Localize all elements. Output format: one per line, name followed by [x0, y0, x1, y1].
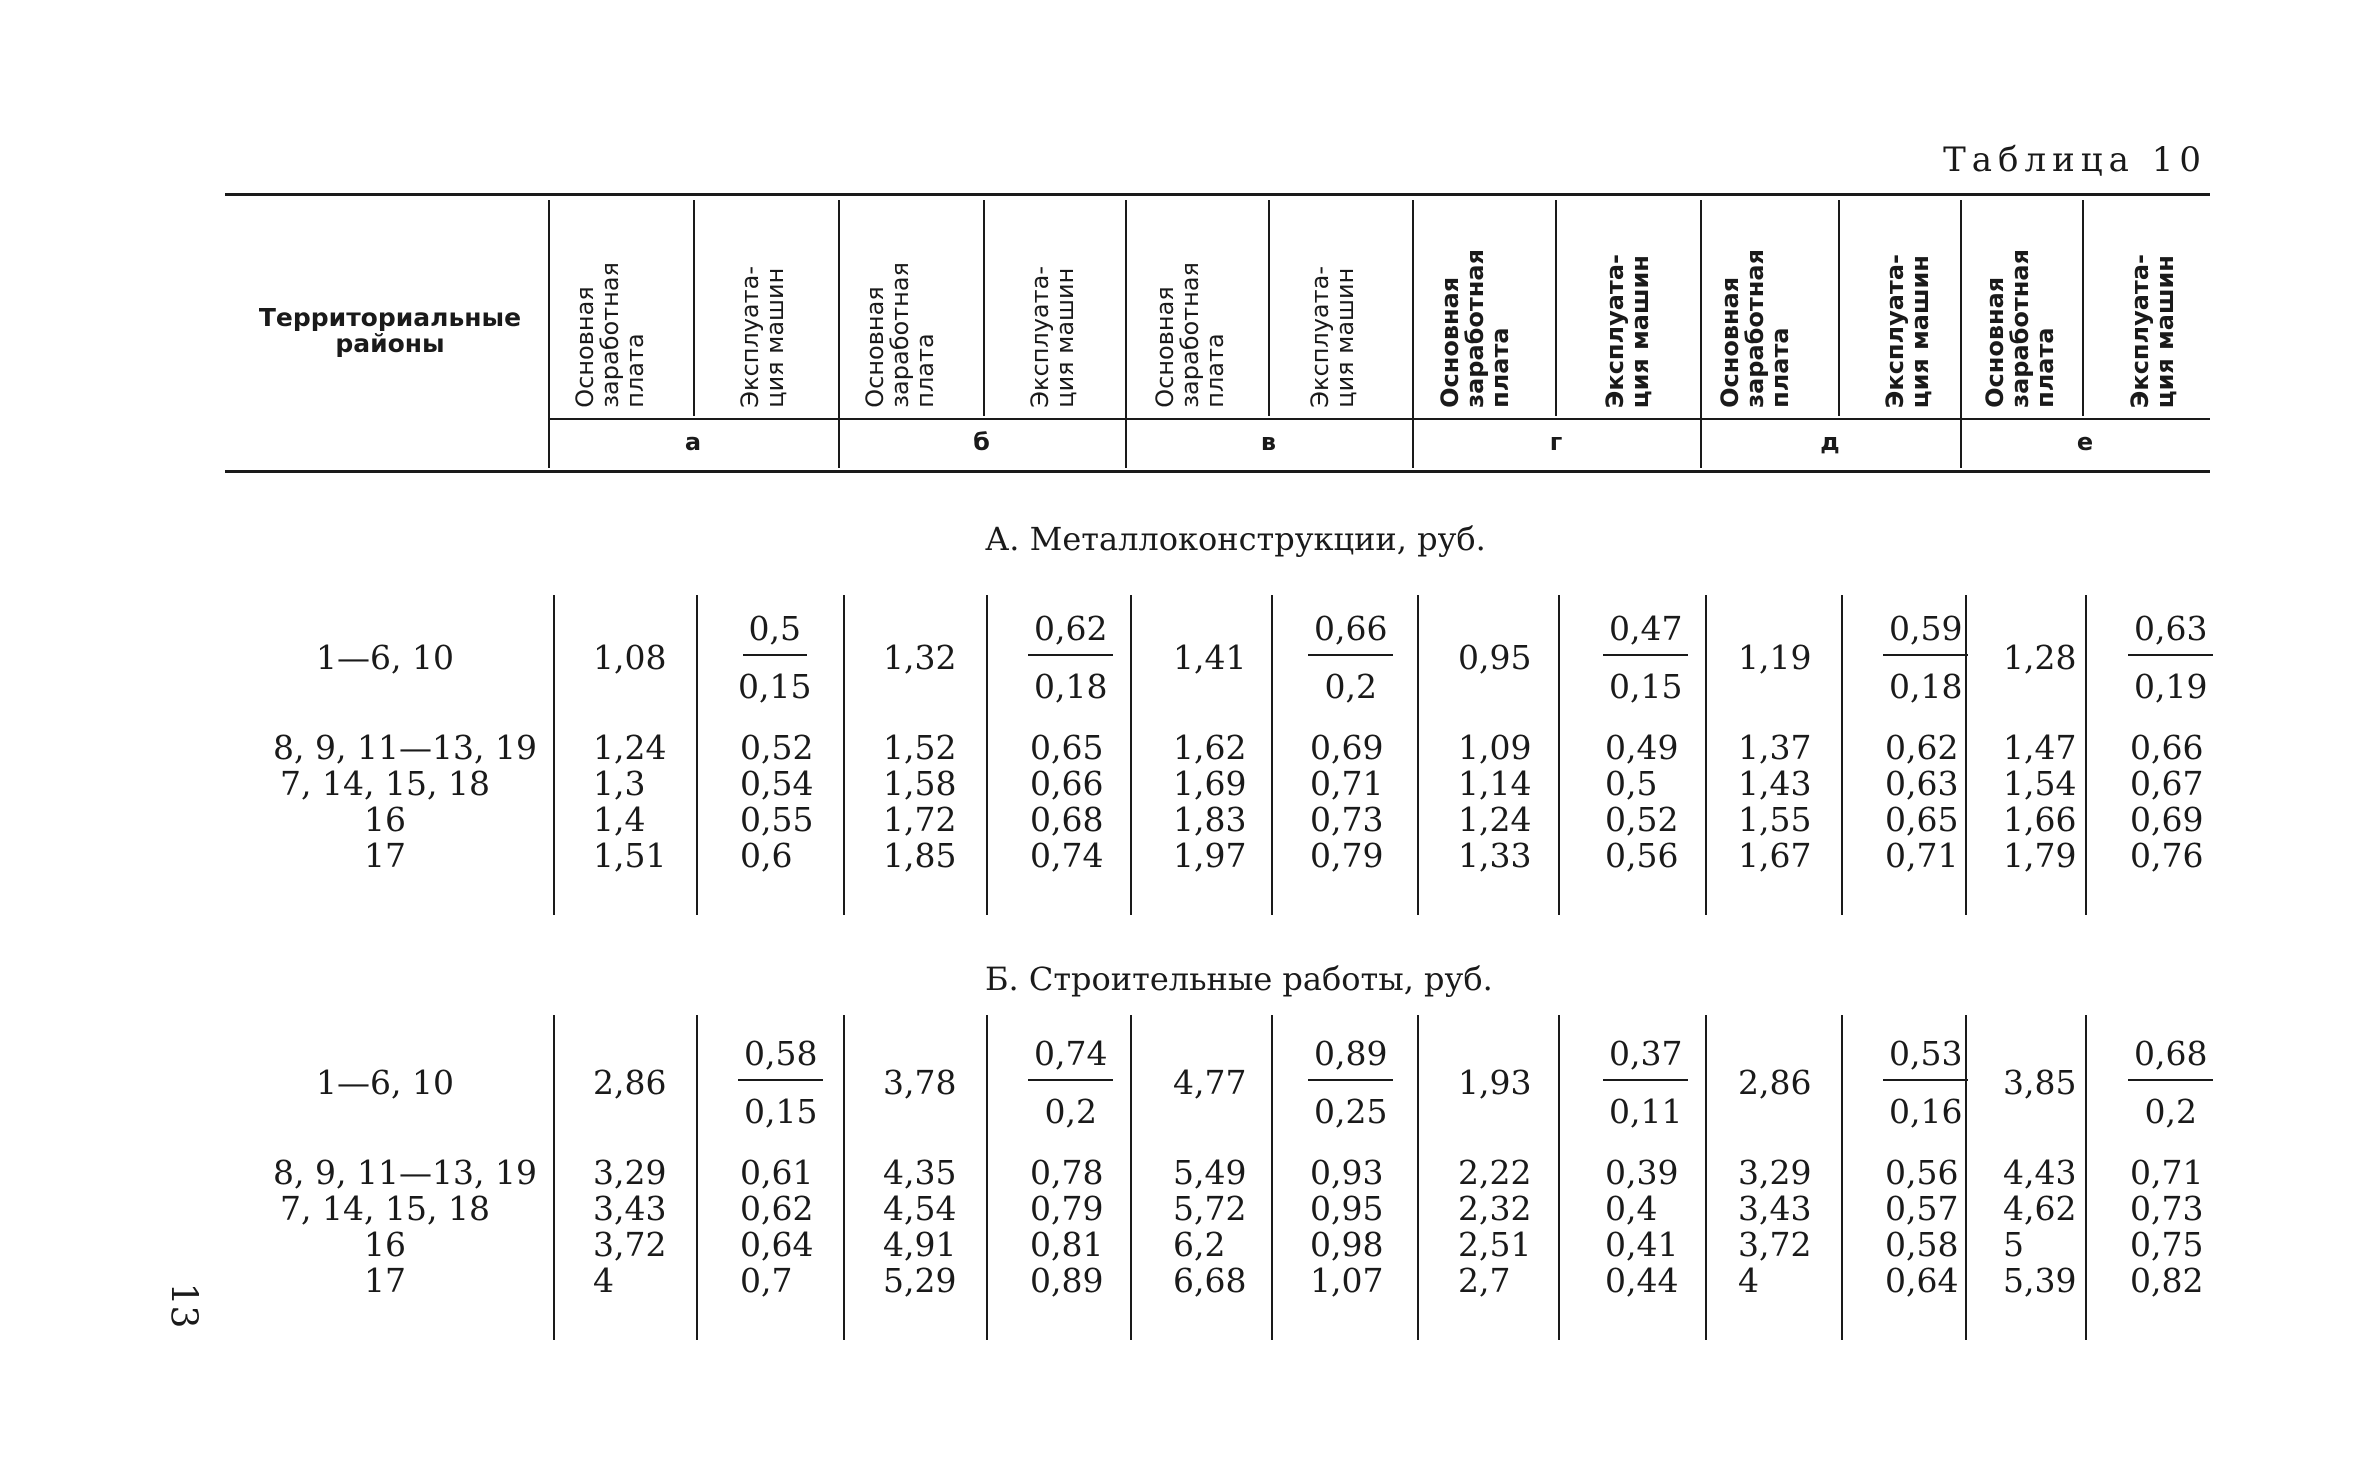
machine-operation-value: 0,65	[1030, 728, 1104, 767]
machine-operation-value: 0,79	[1310, 836, 1384, 875]
machine-operation-fraction	[738, 610, 811, 706]
body-inner-rule	[1271, 1015, 1273, 1340]
basic-wage-value: 4,43	[2003, 1153, 2077, 1192]
machine-operation-fraction	[2128, 610, 2213, 706]
basic-wage-value: 2,22	[1458, 1153, 1532, 1192]
basic-wage-value: 2,86	[593, 1063, 667, 1102]
body-inner-rule	[986, 1015, 988, 1340]
machine-operation-value: 0,71	[1885, 836, 1959, 875]
region-label: 7, 14, 15, 18	[280, 764, 490, 803]
basic-wage-value: 1,37	[1738, 728, 1812, 767]
machine-operation-value: 0,52	[740, 728, 814, 767]
machine-operation-value: 0,78	[1030, 1153, 1104, 1192]
basic-wage-value: 1,93	[1458, 1063, 1532, 1102]
basic-wage-value: 1,32	[883, 638, 957, 677]
machine-operation-value: 0,93	[1310, 1153, 1384, 1192]
machine-operation-fraction	[1028, 1035, 1113, 1131]
machine-operation-value: 0,39	[1605, 1153, 1679, 1192]
machine-operation-value: 0,79	[1030, 1189, 1104, 1228]
basic-wage-value: 1,24	[1458, 800, 1532, 839]
table-title: Таблица 10	[1943, 140, 2207, 180]
machine-operation-value: 0,73	[1310, 800, 1384, 839]
basic-wage-value: 1,41	[1173, 638, 1247, 677]
fraction-numerator: 0,58	[738, 1035, 823, 1081]
column-group-letter: е	[2076, 428, 2094, 456]
region-label: 7, 14, 15, 18	[280, 1189, 490, 1228]
body-inner-rule	[1841, 595, 1843, 915]
machine-operation-value: 0,54	[740, 764, 814, 803]
basic-wage-value: 1,85	[883, 836, 957, 875]
machine-operation-value: 0,66	[1030, 764, 1104, 803]
header-top-rule	[225, 193, 2210, 196]
basic-wage-value: 2,32	[1458, 1189, 1532, 1228]
machine-operation-value: 0,41	[1605, 1225, 1679, 1264]
column-header-basic-wage: Основная заработная плата	[1151, 262, 1229, 408]
basic-wage-value: 1,52	[883, 728, 957, 767]
fraction-numerator: 0,74	[1028, 1035, 1113, 1081]
body-inner-rule	[2085, 595, 2087, 915]
fraction-denominator: 0,15	[1609, 667, 1683, 706]
fraction-denominator: 0,2	[1044, 1092, 1097, 1131]
column-header-machine-operation: Эксплуата- ция машин	[1881, 253, 1934, 408]
machine-operation-fraction	[1028, 610, 1113, 706]
basic-wage-value: 5,29	[883, 1261, 957, 1300]
column-header-machine-operation: Эксплуата- ция машин	[1306, 266, 1359, 408]
basic-wage-value: 4,77	[1173, 1063, 1247, 1102]
basic-wage-value: 5,39	[2003, 1261, 2077, 1300]
fraction-numerator: 0,68	[2128, 1035, 2213, 1081]
body-inner-rule	[2085, 1015, 2087, 1340]
machine-operation-value: 0,73	[2130, 1189, 2204, 1228]
column-group-letter: г	[1549, 428, 1563, 456]
machine-operation-value: 0,81	[1030, 1225, 1104, 1264]
region-label: 17	[364, 836, 406, 875]
body-group-rule	[1130, 1015, 1132, 1340]
basic-wage-value: 1,09	[1458, 728, 1532, 767]
machine-operation-value: 0,89	[1030, 1261, 1104, 1300]
body-inner-rule	[696, 595, 698, 915]
basic-wage-value: 3,85	[2003, 1063, 2077, 1102]
basic-wage-value: 4,35	[883, 1153, 957, 1192]
header-inner-rule	[1838, 200, 1840, 416]
fraction-numerator: 0,37	[1603, 1035, 1688, 1081]
basic-wage-value: 2,51	[1458, 1225, 1532, 1264]
header-inner-rule	[1555, 200, 1557, 416]
basic-wage-value: 1,66	[2003, 800, 2077, 839]
machine-operation-value: 0,64	[740, 1225, 814, 1264]
territorial-regions-header: Территориальные районы	[258, 303, 522, 358]
body-group-rule	[843, 595, 845, 915]
basic-wage-value: 1,83	[1173, 800, 1247, 839]
column-header-machine-operation: Эксплуата- ция машин	[2126, 253, 2179, 408]
basic-wage-value: 1,19	[1738, 638, 1812, 677]
basic-wage-value: 1,3	[593, 764, 646, 803]
basic-wage-value: 4,91	[883, 1225, 957, 1264]
machine-operation-value: 0,55	[740, 800, 814, 839]
column-header-basic-wage: Основная заработная плата	[861, 262, 939, 408]
basic-wage-value: 1,54	[2003, 764, 2077, 803]
basic-wage-value: 5,72	[1173, 1189, 1247, 1228]
machine-operation-value: 0,95	[1310, 1189, 1384, 1228]
fraction-numerator: 0,89	[1308, 1035, 1393, 1081]
basic-wage-value: 5	[2003, 1225, 2024, 1264]
basic-wage-value: 1,97	[1173, 836, 1247, 875]
section-title: А. Металлоконструкции, руб.	[985, 520, 1486, 558]
column-header-machine-operation: Эксплуата- ция машин	[1601, 253, 1654, 408]
machine-operation-value: 0,82	[2130, 1261, 2204, 1300]
machine-operation-fraction	[1883, 610, 1968, 706]
machine-operation-value: 0,69	[2130, 800, 2204, 839]
basic-wage-value: 4	[1738, 1261, 1759, 1300]
machine-operation-value: 0,6	[740, 836, 793, 875]
basic-wage-value: 4	[593, 1261, 614, 1300]
body-group-rule	[1417, 1015, 1419, 1340]
machine-operation-value: 0,71	[2130, 1153, 2204, 1192]
basic-wage-value: 2,7	[1458, 1261, 1511, 1300]
machine-operation-value: 0,98	[1310, 1225, 1384, 1264]
fraction-numerator: 0,62	[1028, 610, 1113, 656]
machine-operation-value: 0,74	[1030, 836, 1104, 875]
body-inner-rule	[696, 1015, 698, 1340]
machine-operation-value: 0,71	[1310, 764, 1384, 803]
basic-wage-value: 1,79	[2003, 836, 2077, 875]
fraction-numerator: 0,5	[743, 610, 807, 656]
machine-operation-value: 0,65	[1885, 800, 1959, 839]
body-inner-rule	[1271, 595, 1273, 915]
basic-wage-value: 1,47	[2003, 728, 2077, 767]
basic-wage-value: 3,29	[593, 1153, 667, 1192]
page-number: 13	[162, 1282, 204, 1329]
basic-wage-value: 1,4	[593, 800, 646, 839]
header-inner-rule	[693, 200, 695, 416]
region-label: 16	[364, 800, 406, 839]
machine-operation-value: 0,61	[740, 1153, 814, 1192]
column-header-basic-wage: Основная заработная плата	[571, 262, 649, 408]
machine-operation-value: 0,5	[1605, 764, 1658, 803]
basic-wage-value: 3,29	[1738, 1153, 1812, 1192]
column-group-letter: б	[973, 428, 990, 456]
machine-operation-fraction	[1883, 1035, 1968, 1131]
basic-wage-value: 1,67	[1738, 836, 1812, 875]
machine-operation-value: 0,64	[1885, 1261, 1959, 1300]
fraction-denominator: 0,25	[1314, 1092, 1388, 1131]
column-group-letter: в	[1260, 428, 1277, 456]
section-title: Б. Строительные работы, руб.	[985, 960, 1493, 998]
fraction-numerator: 0,53	[1883, 1035, 1968, 1081]
basic-wage-value: 6,68	[1173, 1261, 1247, 1300]
body-group-rule	[1417, 595, 1419, 915]
body-inner-rule	[1558, 1015, 1560, 1340]
machine-operation-fraction	[1603, 610, 1688, 706]
header-bottom-rule	[225, 470, 2210, 473]
machine-operation-value: 0,75	[2130, 1225, 2204, 1264]
basic-wage-value: 1,24	[593, 728, 667, 767]
column-header-machine-operation: Эксплуата- ция машин	[1026, 266, 1079, 408]
machine-operation-value: 0,4	[1605, 1189, 1658, 1228]
machine-operation-value: 0,63	[1885, 764, 1959, 803]
basic-wage-value: 3,78	[883, 1063, 957, 1102]
machine-operation-value: 0,67	[2130, 764, 2204, 803]
fraction-denominator: 0,15	[744, 1092, 818, 1131]
column-header-basic-wage: Основная заработная плата	[1436, 249, 1514, 408]
region-label: 1—6, 10	[316, 1063, 454, 1102]
basic-wage-value: 3,72	[1738, 1225, 1812, 1264]
basic-wage-value: 1,55	[1738, 800, 1812, 839]
machine-operation-fraction	[738, 1035, 823, 1131]
basic-wage-value: 1,14	[1458, 764, 1532, 803]
machine-operation-value: 0,76	[2130, 836, 2204, 875]
region-label: 8, 9, 11—13, 19	[273, 728, 537, 767]
fraction-numerator: 0,66	[1308, 610, 1393, 656]
basic-wage-value: 0,95	[1458, 638, 1532, 677]
fraction-denominator: 0,2	[1324, 667, 1377, 706]
column-group-letter: а	[684, 428, 702, 456]
fraction-denominator: 0,18	[1034, 667, 1108, 706]
machine-operation-value: 0,44	[1605, 1261, 1679, 1300]
basic-wage-value: 3,43	[593, 1189, 667, 1228]
machine-operation-value: 0,68	[1030, 800, 1104, 839]
fraction-denominator: 0,11	[1609, 1092, 1683, 1131]
machine-operation-value: 0,7	[740, 1261, 793, 1300]
machine-operation-fraction	[2128, 1035, 2213, 1131]
basic-wage-value: 2,86	[1738, 1063, 1812, 1102]
machine-operation-value: 0,56	[1885, 1153, 1959, 1192]
basic-wage-value: 4,54	[883, 1189, 957, 1228]
machine-operation-fraction	[1308, 610, 1393, 706]
fraction-denominator: 0,18	[1889, 667, 1963, 706]
column-group-letter: д	[1820, 428, 1840, 456]
basic-wage-value: 1,33	[1458, 836, 1532, 875]
machine-operation-fraction	[1308, 1035, 1393, 1131]
machine-operation-value: 0,57	[1885, 1189, 1959, 1228]
column-header-machine-operation: Эксплуата- ция машин	[736, 266, 789, 408]
fraction-numerator: 0,63	[2128, 610, 2213, 656]
machine-operation-value: 0,69	[1310, 728, 1384, 767]
machine-operation-value: 0,49	[1605, 728, 1679, 767]
body-group-rule	[843, 1015, 845, 1340]
body-group-rule	[1130, 595, 1132, 915]
body-inner-rule	[986, 595, 988, 915]
header-inner-rule	[1268, 200, 1270, 416]
fraction-numerator: 0,47	[1603, 610, 1688, 656]
region-label: 8, 9, 11—13, 19	[273, 1153, 537, 1192]
fraction-denominator: 0,19	[2134, 667, 2208, 706]
fraction-denominator: 0,2	[2144, 1092, 2197, 1131]
region-label: 16	[364, 1225, 406, 1264]
region-label: 17	[364, 1261, 406, 1300]
body-group-rule	[1705, 1015, 1707, 1340]
basic-wage-value: 1,69	[1173, 764, 1247, 803]
fraction-denominator: 0,15	[738, 667, 812, 706]
header-inner-rule	[2082, 200, 2084, 416]
column-header-basic-wage: Основная заработная плата	[1981, 249, 2059, 408]
basic-wage-value: 1,28	[2003, 638, 2077, 677]
machine-operation-value: 0,66	[2130, 728, 2204, 767]
header-inner-rule	[983, 200, 985, 416]
region-label: 1—6, 10	[316, 638, 454, 677]
basic-wage-value: 1,72	[883, 800, 957, 839]
basic-wage-value: 1,43	[1738, 764, 1812, 803]
basic-wage-value: 1,58	[883, 764, 957, 803]
machine-operation-value: 0,58	[1885, 1225, 1959, 1264]
machine-operation-value: 0,62	[1885, 728, 1959, 767]
body-inner-rule	[1558, 595, 1560, 915]
basic-wage-value: 1,62	[1173, 728, 1247, 767]
basic-wage-value: 6,2	[1173, 1225, 1226, 1264]
basic-wage-value: 5,49	[1173, 1153, 1247, 1192]
fraction-numerator: 0,59	[1883, 610, 1968, 656]
basic-wage-value: 3,72	[593, 1225, 667, 1264]
body-inner-rule	[1841, 1015, 1843, 1340]
body-group-rule	[1705, 595, 1707, 915]
machine-operation-value: 1,07	[1310, 1261, 1384, 1300]
basic-wage-value: 4,62	[2003, 1189, 2077, 1228]
basic-wage-value: 1,08	[593, 638, 667, 677]
machine-operation-value: 0,62	[740, 1189, 814, 1228]
basic-wage-value: 1,51	[593, 836, 667, 875]
machine-operation-value: 0,52	[1605, 800, 1679, 839]
machine-operation-value: 0,56	[1605, 836, 1679, 875]
fraction-denominator: 0,16	[1889, 1092, 1963, 1131]
column-header-basic-wage: Основная заработная плата	[1716, 249, 1794, 408]
machine-operation-fraction	[1603, 1035, 1688, 1131]
basic-wage-value: 3,43	[1738, 1189, 1812, 1228]
